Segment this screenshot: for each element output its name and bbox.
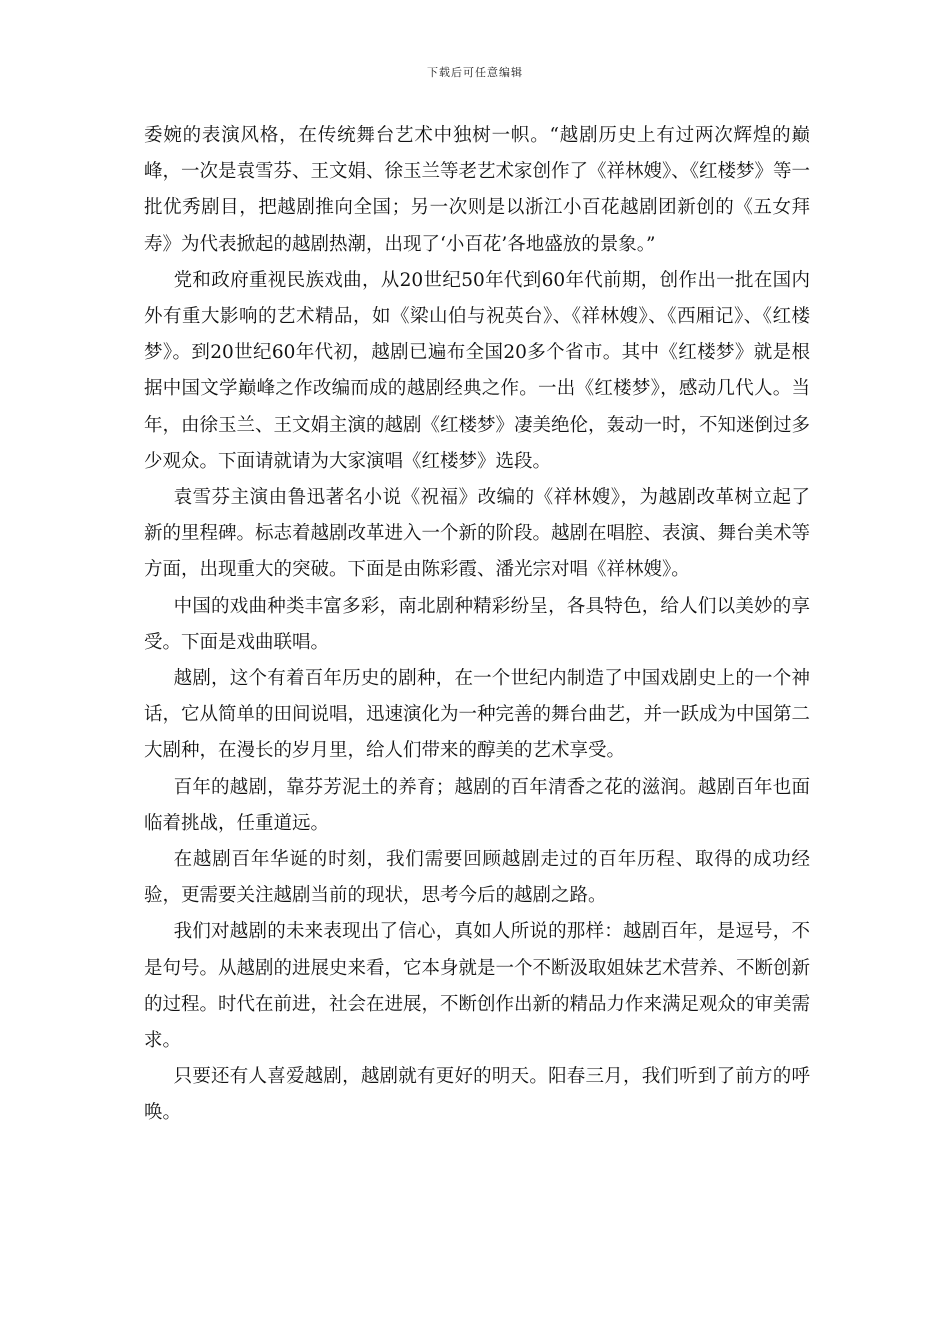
paragraph-8: 我们对越剧的未来表现出了信心，真如人所说的那样：越剧百年，是逗号，不是句号。从越剧的进展史来看，它本身就是一个不断汲取姐妹艺术营养、不断创新的过程。时代在前进，社会在进展，不断创作出新的精品力作来满足观众的审美需求。 <box>144 921 811 1052</box>
paragraph-9: 只要还有人喜爱越剧，越剧就有更好的明天。阳春三月，我们听到了前方的呼唤。 <box>144 1066 810 1124</box>
document-body <box>144 118 810 1132</box>
paragraph-6: 百年的越剧，靠芬芳泥土的养育；越剧的百年清香之花的滋润。越剧百年也面临着挑战，任重道远。 <box>144 776 810 834</box>
paragraph-4: 中国的戏曲种类丰富多彩，南北剧种精彩纷呈，各具特色，给人们以美妙的享受。下面是戏曲联唱。 <box>144 595 810 653</box>
page-header: 下载后可任意编辑 <box>427 66 523 79</box>
paragraph-5: 越剧，这个有着百年历史的剧种，在一个世纪内制造了中国戏剧史上的一个神话，它从简单的田间说唱，迅速演化为一种完善的舞台曲艺，并一跃成为中国第二大剧种，在漫长的岁月里，给人们带来的醇美的艺术享受。 <box>144 668 811 762</box>
paragraph-7: 在越剧百年华诞的时刻，我们需要回顾越剧走过的百年历程、取得的成功经验，更需要关注越剧当前的现状，思考今后的越剧之路。 <box>144 849 810 907</box>
paragraph-3: 袁雪芬主演由鲁迅著名小说《祝福》改编的《祥林嫂》，为越剧改革树立起了新的里程碑。标志着越剧改革进入一个新的阶段。越剧在唱腔、表演、舞台美术等方面，出现重大的突破。下面是由陈彩霞、潘光宗对唱《祥林嫂》。 <box>144 487 811 581</box>
paragraph-2: 党和政府重视民族戏曲，从20世纪50年代到60年代前期，创作出一批在国内外有重大影响的艺术精品，如《梁山伯与祝英台》、《祥林嫂》、《西厢记》、《红楼梦》。到20世纪60年代初，越剧已遍布全国20多个省市。其中《红楼梦》就是根据中国文学巅峰之作改编而成的越剧经典之作。一出《红楼梦》，感动几代人。当年，由徐玉兰、王文娟主演的越剧《红楼梦》凄美绝伦，轰动一时，不知迷倒过多少观众。下面请就请为大家演唱《红楼梦》选段。 <box>144 269 811 472</box>
paragraph-1: 委婉的表演风格，在传统舞台艺术中独树一帜。“越剧历史上有过两次辉煌的巅峰，一次是袁雪芬、王文娟、徐玉兰等老艺术家创作了《祥林嫂》、《红楼梦》等一批优秀剧目，把越剧推向全国；另一次则是以浙江小百花越剧团新创的《五女拜寿》为代表掀起的越剧热潮，出现了‘小百花’各地盛放的景象。” <box>144 125 811 255</box>
